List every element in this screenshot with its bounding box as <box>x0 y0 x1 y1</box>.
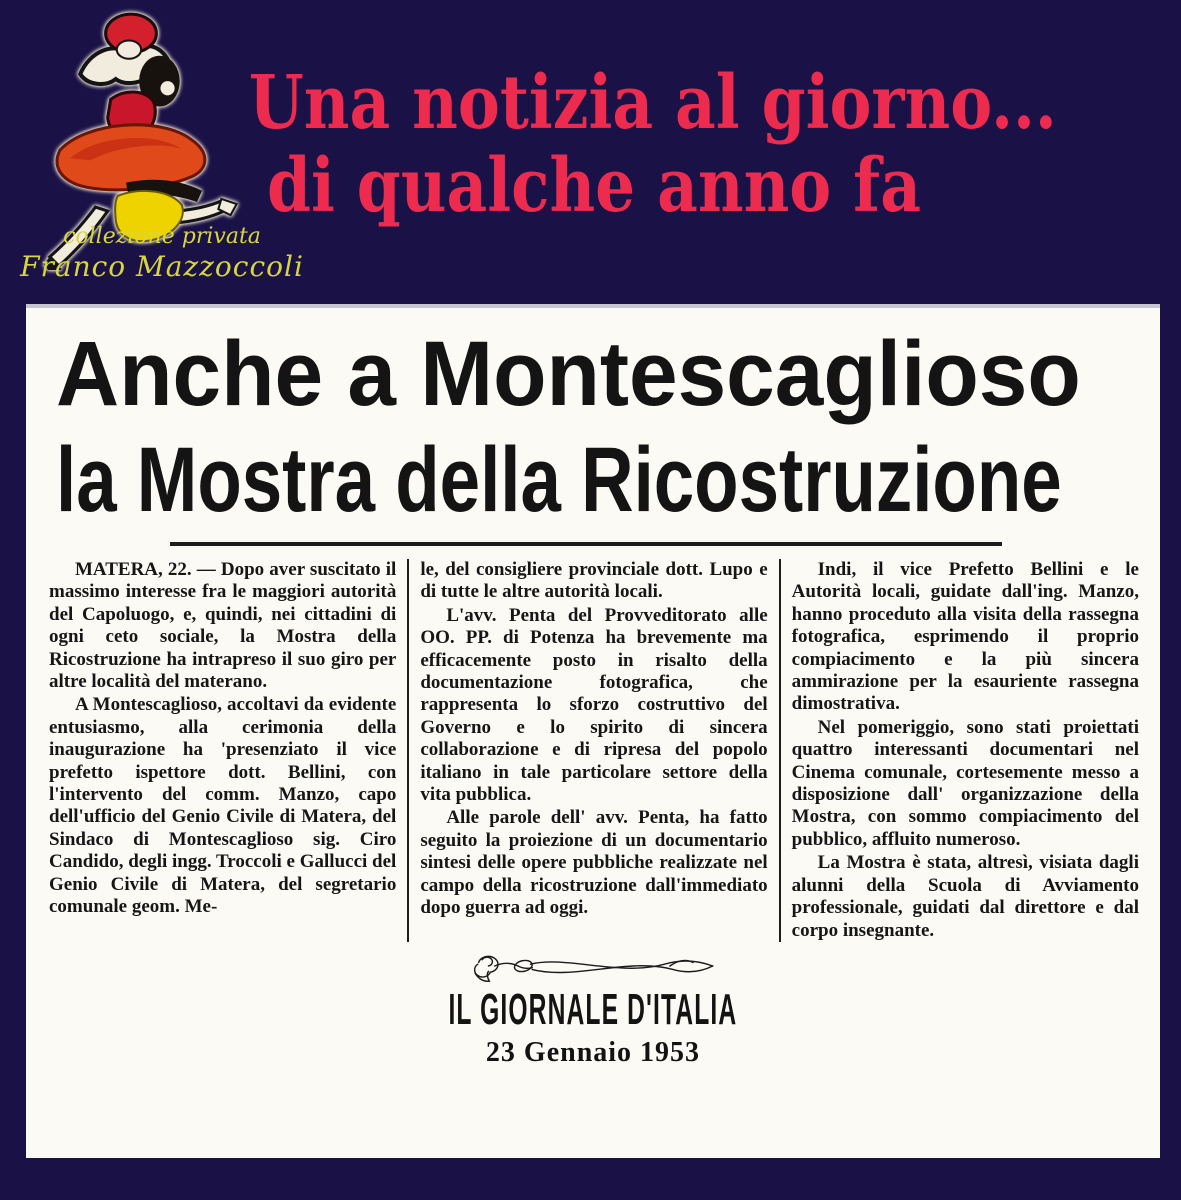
article-body <box>38 559 1150 942</box>
article-column-1 <box>38 559 407 942</box>
clipping-date: 23 Gennaio 1953 <box>485 1036 701 1068</box>
article-paragraph: Alle parole dell' avv. Penta, ha fatto seguito la proiezione di un documentario sintesi delle opere pubbliche realizzate nel campo della ricostruzione dall'immediato dopo guerra ad oggi. <box>420 807 768 919</box>
headline-divider <box>170 542 1002 546</box>
masthead: IL GIORNALE D'ITALIA <box>448 984 738 1034</box>
credit-line-2: Franco Mazzoccoli <box>20 250 304 284</box>
article-column-3 <box>779 559 1150 942</box>
article-headline <box>26 308 1160 531</box>
article-paragraph: le, del consigliere provinciale dott. Lupo e di tutte le altre autorità locali. <box>420 559 768 603</box>
article-paragraph: MATERA, 22. — Dopo aver suscitato il massimo interesse fra le maggiori autorità del Capoluogo, e, quindi, nei cittadini di ogni ceto sociale, la Mostra della Ricostruzione ha intrapreso il suo giro per altre località del materano. <box>49 559 397 693</box>
article-paragraph: L'avv. Penta del Provveditorato alle OO. PP. di Potenza ha brevemente ma efficacemente posto in risalto della documentazione fotografica, che rappresenta lo sforzo costruttivo del Governo e lo spirito di sincera collaborazione e di ripresa del popolo italiano in tale particolare settore della vita pubblica. <box>420 604 768 806</box>
page-title-line-1: Una notizia al giorno... <box>248 60 1057 146</box>
article-paragraph: A Montescaglioso, accoltavi da evidente entusiasmo, alla cerimonia della inaugurazione ha 'presenziato il vice prefetto ispettore dott. Bellini, con l'intervento del comm. Manzo, capo dell'ufficio del Genio Civile di Matera, del Sindaco di Montescaglioso sig. Ciro Candido, degli ingg. Troccoli e Gallucci del Genio Civile di Matera, del segretario comunale geom. Me- <box>49 694 397 918</box>
collection-credit <box>12 224 312 284</box>
headline-line-1: Anche a Montescaglioso <box>56 323 1081 425</box>
credit-line-1: collezione privata <box>63 224 261 249</box>
headline-line-2: la Mostra della Ricostruzione <box>56 429 1062 531</box>
page-title-line-2: di qualche anno fa <box>267 142 921 229</box>
rose-sketch-icon <box>459 946 727 986</box>
page-title <box>188 60 1057 229</box>
clipping-footer <box>26 946 1160 1069</box>
article-paragraph: La Mostra è stata, altresì, visiata dagli alunni della Scuola di Avviamento professionale, guidati dal direttore e dal corpo insegnante. <box>791 852 1139 941</box>
article-paragraph: Indi, il vice Prefetto Bellini e le Autorità locali, guidate dall'ing. Manzo, hanno proceduto alla visita della rassegna fotografica, esprimendo il proprio compiacimento e la più sincera ammirazione per la esauriente rassegna dimostrativa. <box>791 559 1139 715</box>
newspaper-clipping <box>26 304 1160 1158</box>
article-column-2 <box>407 559 778 942</box>
article-paragraph: Nel pomeriggio, sono stati proiettati quattro interessanti documentari nel Cinema comunale, cortesemente messo a disposizione dall' organizzazione della Mostra, con sommo compiacimento del pubblico, affluito numeroso. <box>791 716 1139 850</box>
